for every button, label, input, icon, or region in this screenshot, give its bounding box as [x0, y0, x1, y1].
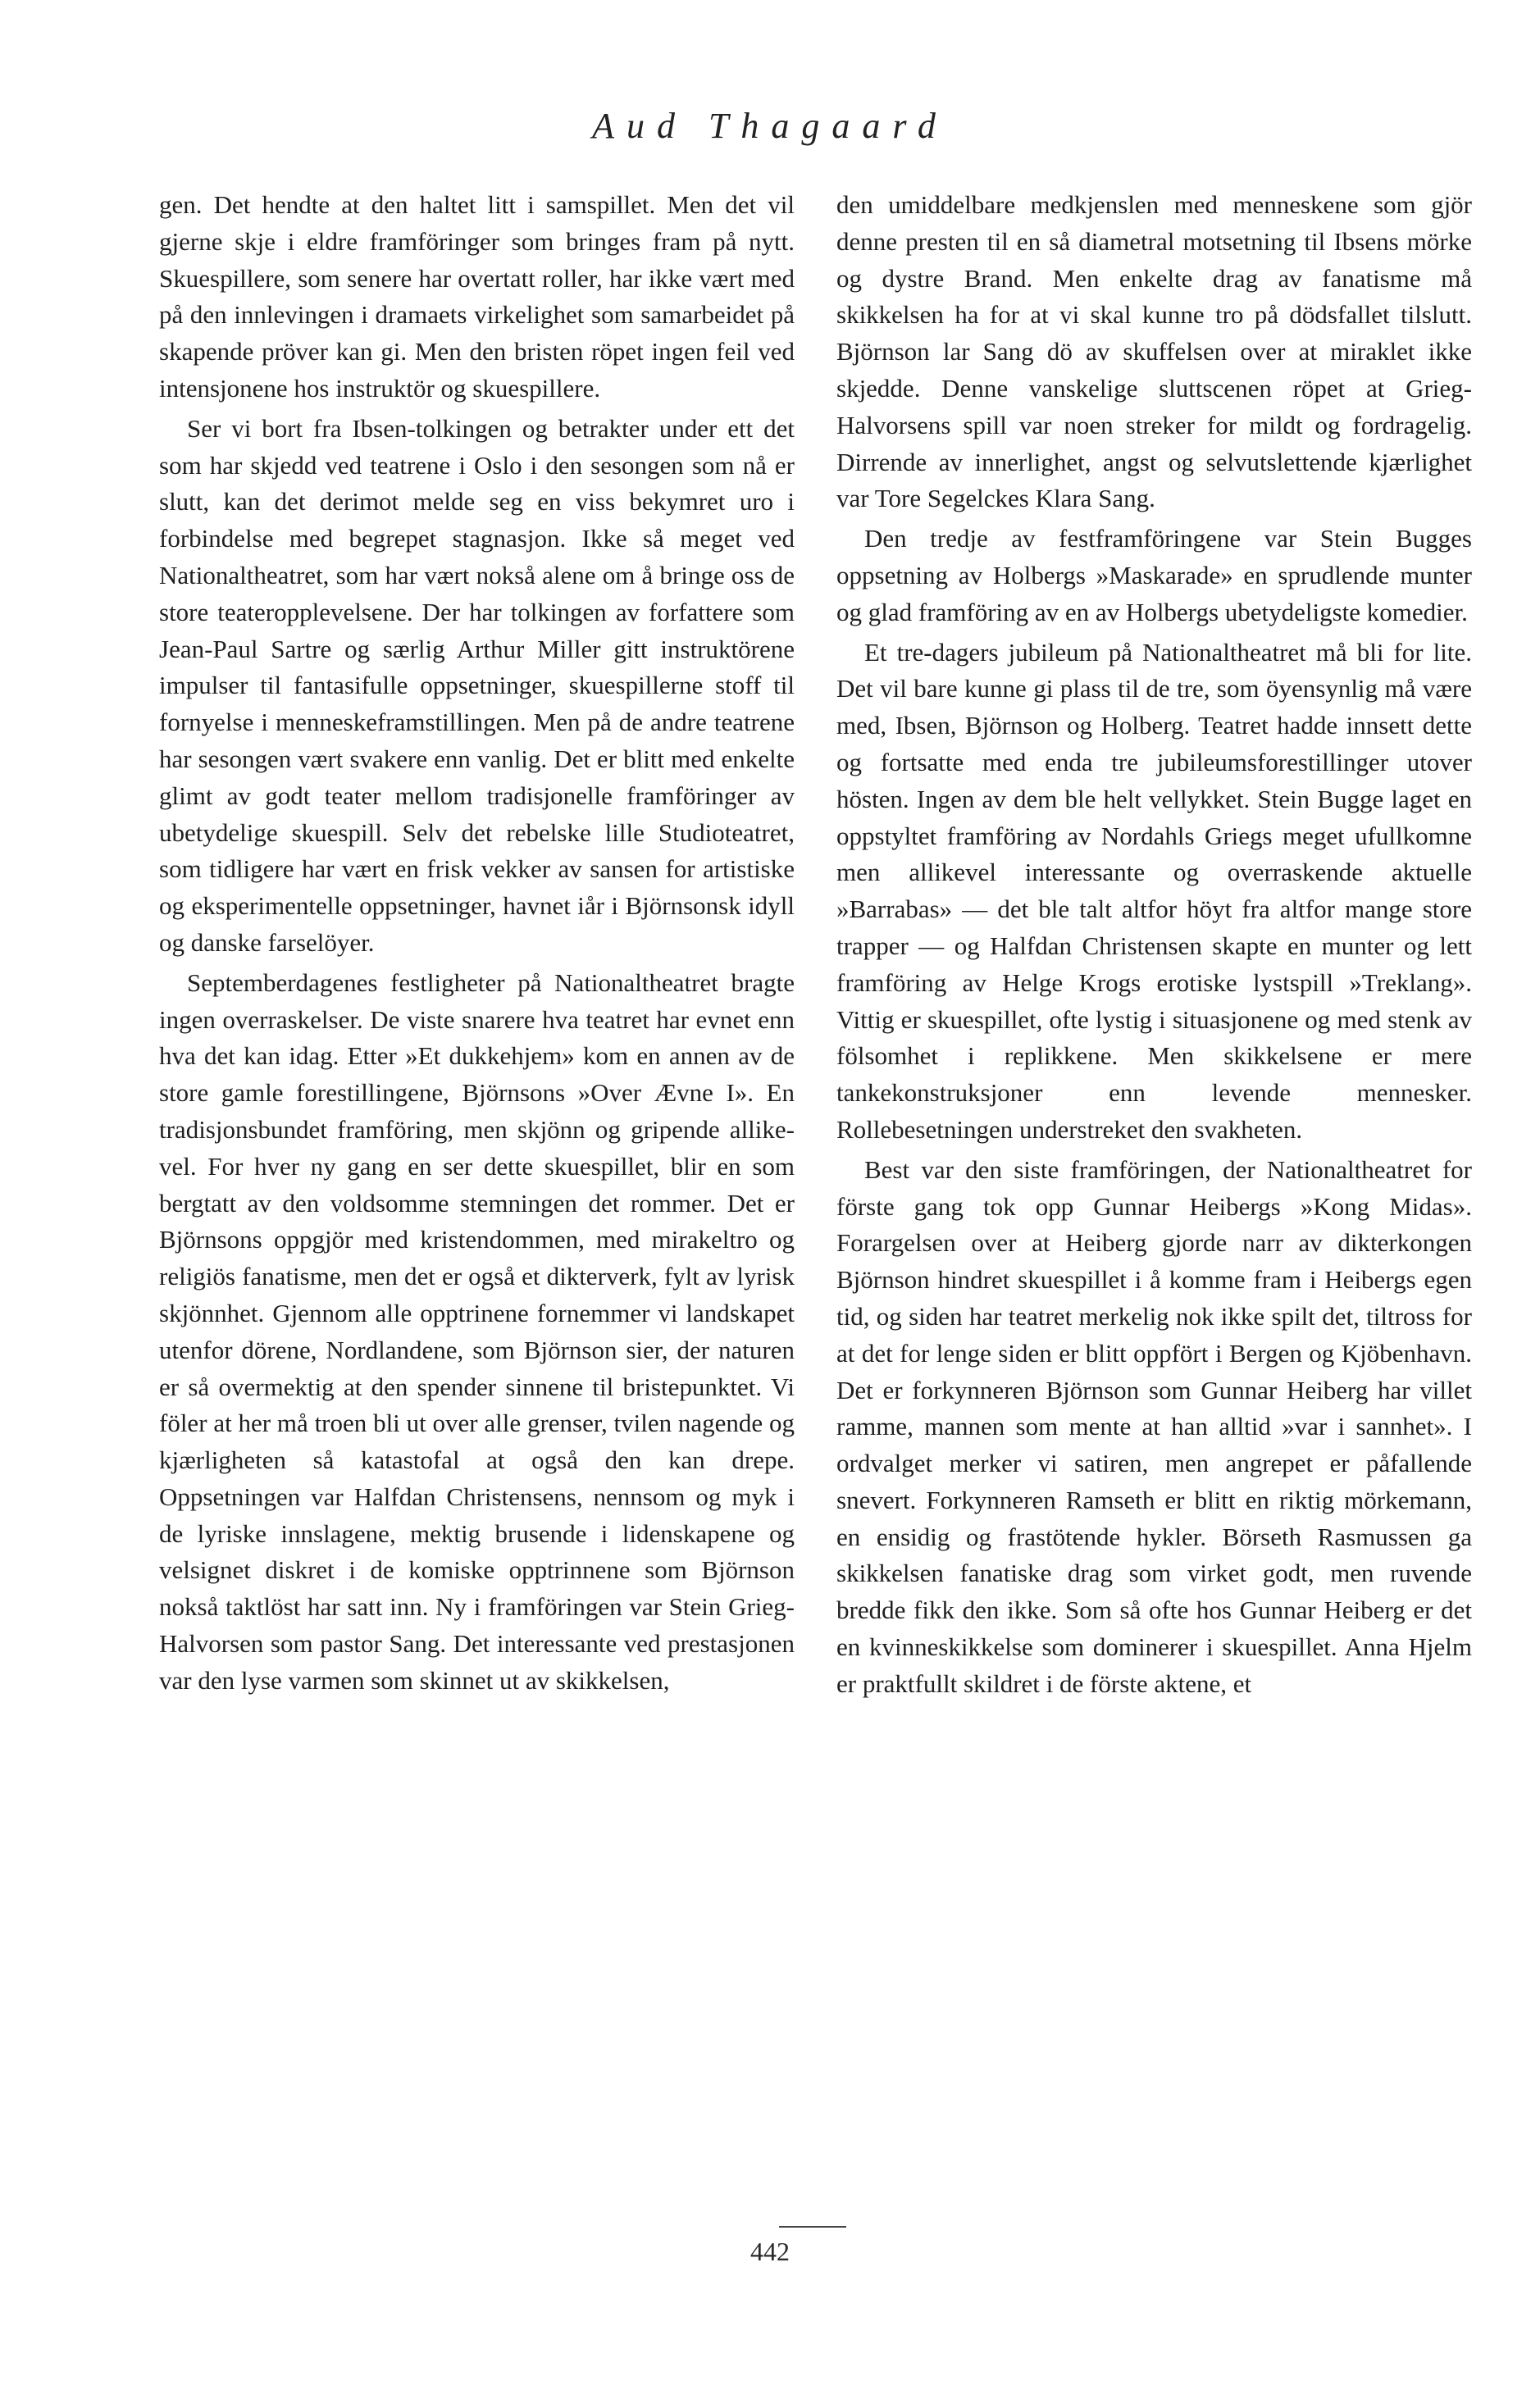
right-text-column — [836, 187, 1472, 2171]
paragraph: Septemberdagenes festligheter på Nationaltheatret bragte ingen overraskelser. De viste snarere hva teatret har evnet enn hva det kan idag. Etter »Et dukkehjem» kom en annen av de store gamle forestillingene, Björnsons »Over Ævne I». En tradisjonsbundet framföring, men skjönn og gripende allikevel. For hver ny gang en ser dette skuespillet, blir en som bergtatt av den voldsomme stemningen det rommer. Det er Björnsons oppgjör med kristendommen, med mirakeltro og religiös fanatisme, men det er også et dikterverk, fylt av lyrisk skjönnhet. Gjennom alle opptrinene fornemmer vi landskapet utenfor dörene, Nordlandene, som Björnson sier, der naturen er så overmektig at den spender sinnene til bristepunktet. Vi föler at her må troen bli ut over alle grenser, tvilen nagende og kjærligheten så katastofal at også den kan drepe. Oppsetningen var Halfdan Christensens, nennsom og myk i de lyriske innslagene, mektig brusende i lidenskapene og velsignet diskret i de komiske opptrinnene som Björnson nokså taktlöst har satt inn. Ny i framföringen var Stein Grieg-Halvorsen som pastor Sang. Det interessante ved prestasjonen var den lyse varmen som skinnet ut av skikkelsen, — [159, 967, 795, 1695]
paragraph: Ser vi bort fra Ibsen-tolkingen og betrakter under ett det som har skjedd ved teatrene i Oslo i den sesongen som nå er slutt, kan det derimot melde seg en viss bekymret uro i forbindelse med begrepet stagnasjon. Ikke så meget ved Nationaltheatret, som har vært nokså alene om å bringe oss de store teateropplevelsene. Der har tolkingen av forfattere som Jean-Paul Sartre og særlig Arthur Miller gitt instruktörene impulser til fantasifulle oppsetninger, skuespillerne stoff til fornyelse i menneskeframstillingen. Men på de andre teatrene har sesongen vært svakere enn vanlig. Det er blitt med enkelte glimt av godt teater mellom tradisjonelle framföringer av ubetydelige skuespill. Selv det rebelske lille Studioteatret, som tidligere har vært en frisk vekker av sansen for artistiske og eksperimentelle oppsetninger, havnet iår i Björnsonsk idyll og danske farselöyer. — [159, 413, 795, 957]
paragraph: Den tredje av festframföringene var Stein Bugges oppsetning av Holbergs »Maskarade» en sprudlende munter og glad framföring av en av Holbergs ubetydeligste komedier. — [836, 524, 1472, 626]
paragraph: gen. Det hendte at den haltet litt i samspillet. Men det vil gjerne skje i eldre framföringer som bringes fram på nytt. Skuespillere, som senere har overtatt roller, har ikke vært med på den innlevingen i dramaets virkelighet som samarbeidet på skapende pröver kan gi. Men den bristen röpet ingen feil ved intensjonene hos instruktör og skuespillere. — [159, 190, 795, 403]
paragraph: Et tre-dagers jubileum på Nationaltheatret må bli for lite. Det vil bare kunne gi plass til de tre, som öyensynlig må være med, Ibsen, Björnson og Holberg. Teatret hadde innsett dette og fortsatte med enda tre jubileumsforestillinger utover hösten. Ingen av dem ble helt vellykket. Stein Bugge laget en oppstyltet framföring av Nordahls Griegs meget ufullkomne men allikevel interessante og overraskende aktuelle »Barrabas» — det ble talt altfor höyt fra altfor mange store trapper — og Halfdan Christensen skapte en munter og lett framföring av Helge Krogs erotiske lystspill »Treklang». Vittig er skuespillet, ofte lystig i situasjonene og med stenk av fölsomhet i replikkene. Men skikkelsene er mere tankekonstruksjoner enn levende mennesker. Rollebesetningen understreket den svakheten. — [836, 637, 1472, 1144]
paragraph: den umiddelbare medkjenslen med menneskene som gjör denne presten til en så diametral motsetning til Ibsens mörke og dystre Brand. Men enkelte drag av fanatisme må skikkelsen ha for at vi skal kunne tro på dödsfallet tilslutt. Björnson lar Sang dö av skuffelsen over at miraklet ikke skjedde. Denne vanskelige sluttscenen röpet at Grieg-Halvorsens spill var noen streker for mildt og fordragelig. Dirrende av innerlighet, angst og selvutslettende kjærlighet var Tore Segelckes Klara Sang. — [836, 190, 1472, 513]
paragraph: Best var den siste framföringen, der Nationaltheatret for förste gang tok opp Gunnar Heibergs »Kong Midas». Forargelsen over at Heiberg gjorde narr av dikterkongen Björnson hindret skuespillet i å komme fram i Heibergs egen tid, og siden har teatret merkelig nok ikke spilt det, tiltross for at det for lenge siden er blitt oppfört i Bergen og Kjöbenhavn. Det er forkynneren Björnson som Gunnar Heiberg har villet ramme, mannen som mente at han alltid »var i sannhet». I ordvalget merker vi satiren, men angrepet er påfallende snevert. Forkynneren Ramseth er blitt en riktig mörkemann, en ensidig og frastötende hykler. Börseth Rasmussen ga skikkelsen fanatiske drag som virket godt, men ruvende bredde fikk den ikke. Som så ofte hos Gunnar Heiberg er det en kvinneskikkelse som dominerer i skuespillet. Anna Hjelm er praktfullt skildret i de förste aktene, et — [836, 1154, 1472, 1698]
footer-rule — [779, 2226, 846, 2228]
running-header: Aud Thagaard — [592, 106, 948, 146]
left-text-column — [159, 187, 795, 2171]
page-number: 442 — [750, 2237, 790, 2266]
